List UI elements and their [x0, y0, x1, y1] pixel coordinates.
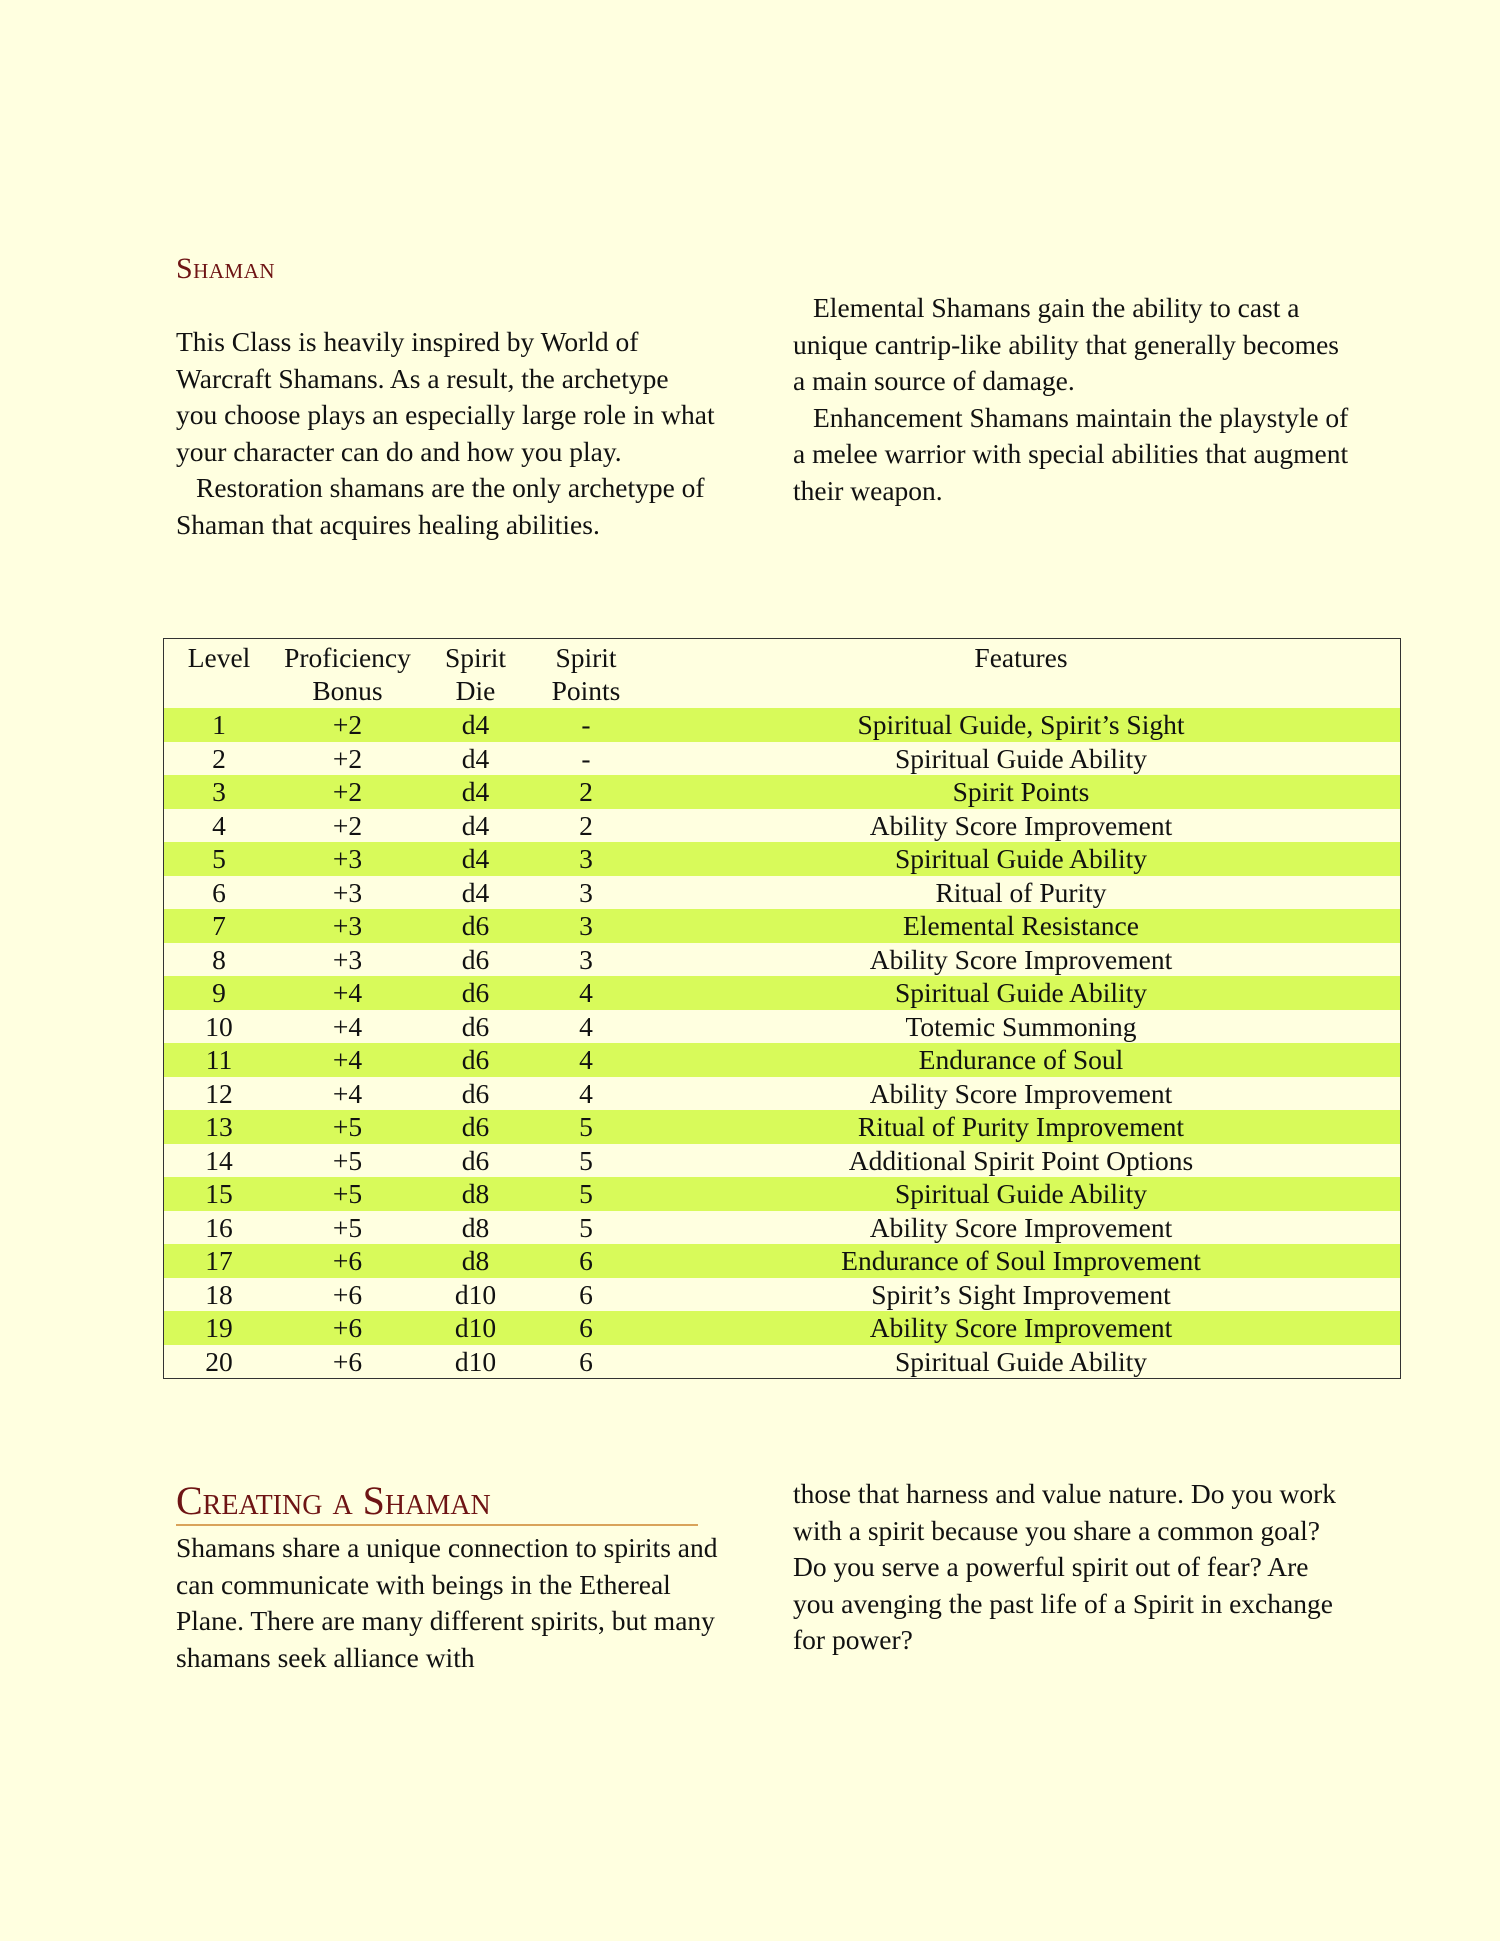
- intro-right-column: [793, 290, 1353, 509]
- cell-level: 6: [212, 876, 226, 908]
- creating-paragraph: those that harness and value nature. Do you work with a spirit because you share a common goal? Do you serve a powerful spirit out of fear? Are you avenging the past life of a Spirit in exchange for power?: [793, 1478, 1336, 1655]
- cell-proficiency: +5: [332, 1144, 363, 1176]
- cell-features: Spiritual Guide, Spirit’s Sight: [642, 708, 1401, 742]
- cell-spirit-die: d10: [454, 1278, 497, 1310]
- cell-level: 10: [205, 1010, 233, 1042]
- table-header-row: [164, 639, 1401, 709]
- table-row: [164, 1211, 1401, 1245]
- cell-features: Spiritual Guide Ability: [894, 1345, 1148, 1377]
- cell-features: Ritual of Purity: [935, 876, 1107, 908]
- header-proficiency: Proficiency Bonus: [284, 642, 411, 706]
- cell-level: 1: [164, 708, 275, 742]
- cell-spirit-die: d6: [421, 909, 530, 943]
- table-row: [164, 909, 1401, 943]
- cell-spirit-die: d10: [454, 1345, 497, 1377]
- table-row: [164, 1311, 1401, 1345]
- cell-level: 18: [205, 1278, 233, 1310]
- cell-level: 17: [164, 1244, 275, 1278]
- cell-proficiency: +2: [332, 742, 363, 774]
- cell-spirit-points: 3: [530, 842, 642, 876]
- table-row: [164, 876, 1401, 910]
- cell-level: 4: [212, 809, 226, 841]
- page-title: Shaman: [176, 252, 276, 285]
- cell-proficiency: +6: [274, 1244, 421, 1278]
- table-row: [164, 943, 1401, 977]
- table-row: [164, 1278, 1401, 1312]
- creating-left-column: [176, 1530, 731, 1676]
- cell-spirit-points: 4: [579, 1077, 593, 1109]
- cell-spirit-points: 4: [530, 1043, 642, 1077]
- cell-spirit-points: 3: [579, 943, 593, 975]
- table-row: [164, 742, 1401, 776]
- cell-spirit-points: 6: [530, 1311, 642, 1345]
- cell-spirit-die: d6: [461, 1010, 490, 1042]
- cell-level: 5: [164, 842, 275, 876]
- cell-features: Ability Score Improvement: [869, 943, 1173, 975]
- cell-features: Endurance of Soul Improvement: [642, 1244, 1401, 1278]
- cell-proficiency: +4: [332, 1010, 363, 1042]
- cell-features: Totemic Summoning: [905, 1010, 1137, 1042]
- table-row: [164, 1244, 1401, 1278]
- cell-proficiency: +4: [274, 1043, 421, 1077]
- cell-level: 7: [164, 909, 275, 943]
- cell-spirit-points: 2: [530, 775, 642, 809]
- cell-proficiency: +3: [274, 909, 421, 943]
- cell-features: Spiritual Guide Ability: [642, 1177, 1401, 1211]
- cell-spirit-points: 6: [530, 1244, 642, 1278]
- cell-spirit-die: d6: [421, 1110, 530, 1144]
- cell-features: Endurance of Soul: [642, 1043, 1401, 1077]
- header-features: Features: [974, 642, 1068, 673]
- cell-features: Elemental Resistance: [642, 909, 1401, 943]
- cell-level: 8: [212, 943, 226, 975]
- cell-proficiency: +4: [274, 976, 421, 1010]
- cell-spirit-points: 5: [530, 1177, 642, 1211]
- cell-spirit-points: 5: [530, 1110, 642, 1144]
- table-row: [164, 1110, 1401, 1144]
- cell-proficiency: +2: [274, 775, 421, 809]
- cell-level: 16: [205, 1211, 233, 1243]
- cell-spirit-die: d4: [421, 842, 530, 876]
- cell-proficiency: +3: [332, 876, 363, 908]
- table-row: [164, 1177, 1401, 1211]
- cell-proficiency: +2: [332, 809, 363, 841]
- cell-level: 9: [164, 976, 275, 1010]
- cell-features: Spiritual Guide Ability: [642, 842, 1401, 876]
- cell-spirit-points: -: [530, 708, 642, 742]
- cell-spirit-die: d6: [421, 976, 530, 1010]
- cell-features: Ability Score Improvement: [869, 1077, 1173, 1109]
- cell-level: 13: [164, 1110, 275, 1144]
- cell-features: Ritual of Purity Improvement: [642, 1110, 1401, 1144]
- header-level: Level: [187, 642, 251, 673]
- cell-spirit-points: 4: [530, 976, 642, 1010]
- cell-spirit-points: 5: [579, 1144, 593, 1176]
- section-heading: Creating a Shaman: [176, 1478, 698, 1526]
- cell-proficiency: +5: [274, 1110, 421, 1144]
- cell-spirit-die: d4: [421, 775, 530, 809]
- cell-features: Spirit Points: [642, 775, 1401, 809]
- cell-features: Spiritual Guide Ability: [642, 976, 1401, 1010]
- cell-spirit-points: 3: [579, 876, 593, 908]
- header-spirit-points: Spirit Points: [551, 642, 621, 706]
- cell-features: Ability Score Improvement: [869, 1211, 1173, 1243]
- cell-level: 2: [212, 742, 226, 774]
- cell-spirit-points: 2: [579, 809, 593, 841]
- shaman-level-table: [163, 638, 1401, 1379]
- cell-spirit-die: d6: [461, 1077, 490, 1109]
- intro-left-column: [176, 324, 716, 543]
- table-row: [164, 1144, 1401, 1178]
- cell-spirit-die: d8: [421, 1177, 530, 1211]
- intro-paragraph: Enhancement Shamans maintain the playstyle of a melee warrior with special abilities that augment their weapon.: [793, 401, 1349, 506]
- cell-spirit-points: 5: [579, 1211, 593, 1243]
- creating-right-column: [793, 1476, 1353, 1659]
- cell-proficiency: +5: [274, 1177, 421, 1211]
- creating-paragraph: Shamans share a unique connection to spirits and can communicate with beings in the Ethereal Plane. There are many different spirits, but many shamans seek alliance with: [176, 1532, 718, 1673]
- cell-features: Ability Score Improvement: [869, 809, 1173, 841]
- cell-spirit-die: d4: [461, 809, 490, 841]
- cell-spirit-points: 6: [579, 1278, 593, 1310]
- cell-features: Spirit’s Sight Improvement: [871, 1278, 1171, 1310]
- table-row: [164, 1077, 1401, 1111]
- cell-level: 19: [164, 1311, 275, 1345]
- intro-paragraph: Elemental Shamans gain the ability to cast a unique cantrip-like ability that generally becomes a main source of damage.: [793, 292, 1339, 396]
- cell-proficiency: +6: [274, 1311, 421, 1345]
- table-row: [164, 1345, 1401, 1379]
- cell-level: 20: [205, 1345, 233, 1377]
- cell-features: Spiritual Guide Ability: [894, 742, 1148, 774]
- cell-level: 12: [205, 1077, 233, 1109]
- cell-spirit-points: 4: [579, 1010, 593, 1042]
- cell-proficiency: +5: [332, 1211, 363, 1243]
- cell-spirit-die: d8: [421, 1244, 530, 1278]
- cell-proficiency: +6: [332, 1278, 363, 1310]
- table-row: [164, 842, 1401, 876]
- cell-level: 11: [164, 1043, 275, 1077]
- cell-spirit-die: d4: [461, 876, 490, 908]
- table-row: [164, 976, 1401, 1010]
- cell-spirit-die: d6: [461, 1144, 490, 1176]
- table-row: [164, 775, 1401, 809]
- table-row: [164, 1010, 1401, 1044]
- cell-proficiency: +6: [332, 1345, 363, 1377]
- cell-spirit-die: d4: [421, 708, 530, 742]
- cell-features: Additional Spirit Point Options: [848, 1144, 1194, 1176]
- table-row: [164, 708, 1401, 742]
- cell-features: Ability Score Improvement: [642, 1311, 1401, 1345]
- cell-level: 14: [205, 1144, 233, 1176]
- intro-paragraph: This Class is heavily inspired by World of Warcraft Shamans. As a result, the archetype you choose plays an especially large role in what your character can do and how you play.: [176, 326, 715, 467]
- cell-spirit-die: d8: [461, 1211, 490, 1243]
- cell-spirit-die: d6: [461, 943, 490, 975]
- table-row: [164, 809, 1401, 843]
- table-row: [164, 1043, 1401, 1077]
- cell-proficiency: +2: [274, 708, 421, 742]
- cell-level: 15: [164, 1177, 275, 1211]
- intro-paragraph: Restoration shamans are the only archetype of Shaman that acquires healing abilities.: [176, 472, 705, 540]
- header-spirit-die: Spirit Die: [444, 642, 507, 706]
- cell-proficiency: +4: [332, 1077, 363, 1109]
- cell-proficiency: +3: [274, 842, 421, 876]
- cell-spirit-points: 3: [530, 909, 642, 943]
- cell-spirit-die: d6: [421, 1043, 530, 1077]
- cell-spirit-die: d10: [421, 1311, 530, 1345]
- table-body: [164, 708, 1401, 1379]
- cell-spirit-die: d4: [461, 742, 490, 774]
- cell-spirit-points: 6: [579, 1345, 593, 1377]
- cell-level: 3: [164, 775, 275, 809]
- cell-spirit-points: -: [581, 742, 591, 774]
- cell-proficiency: +3: [332, 943, 363, 975]
